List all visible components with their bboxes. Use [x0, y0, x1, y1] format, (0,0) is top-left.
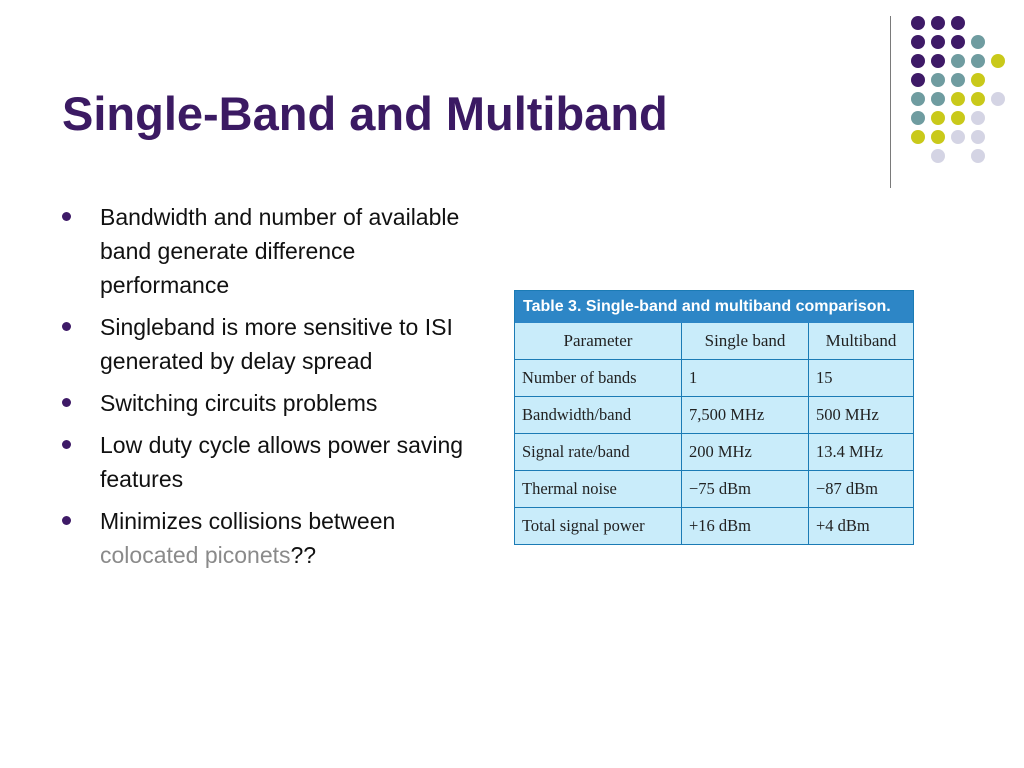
bullet-text: Singleband is more sensitive to ISI generated by delay spread — [100, 314, 453, 374]
bullet-item — [62, 200, 482, 302]
decorative-dot — [971, 54, 985, 68]
table-caption: Table 3. Single-band and multiband comparison. — [515, 291, 913, 323]
decorative-dot — [951, 35, 965, 49]
decorative-dot — [951, 54, 965, 68]
vertical-divider — [890, 16, 891, 188]
table-cell: 1 — [682, 360, 809, 397]
table-row — [515, 508, 913, 545]
table-cell: Number of bands — [515, 360, 682, 397]
table-row — [515, 471, 913, 508]
table-cell: 15 — [809, 360, 914, 397]
decorative-dot — [931, 111, 945, 125]
bullet-item — [62, 428, 482, 496]
table-row — [515, 434, 913, 471]
table-cell: −75 dBm — [682, 471, 809, 508]
decorative-dot — [991, 54, 1005, 68]
slide-title: Single-Band and Multiband — [62, 87, 668, 140]
table-cell: 13.4 MHz — [809, 434, 914, 471]
table-cell: 200 MHz — [682, 434, 809, 471]
decorative-dot — [951, 16, 965, 30]
bullet-dot-icon — [62, 440, 71, 449]
table-cell: Thermal noise — [515, 471, 682, 508]
colocated-piconets-link[interactable]: colocated piconets — [100, 542, 291, 568]
decorative-dot — [951, 73, 965, 87]
decorative-dot — [931, 54, 945, 68]
decorative-dot — [911, 73, 925, 87]
comparison-table-figure — [514, 290, 914, 545]
table-cell: +4 dBm — [809, 508, 914, 545]
decorative-dot — [911, 16, 925, 30]
table-cell: −87 dBm — [809, 471, 914, 508]
bullet-text: Low duty cycle allows power saving features — [100, 432, 464, 492]
bullet-dot-icon — [62, 212, 71, 221]
header-cell-parameter: Parameter — [515, 323, 682, 360]
decorative-dot — [931, 16, 945, 30]
bullet-list — [62, 200, 482, 580]
bullet-dot-icon — [62, 516, 71, 525]
table-cell: +16 dBm — [682, 508, 809, 545]
bullet-text: Switching circuits problems — [100, 390, 378, 416]
decorative-dot — [971, 149, 985, 163]
decorative-dot — [911, 130, 925, 144]
decorative-dot — [971, 73, 985, 87]
bullet-item — [62, 386, 482, 420]
decorative-dot — [971, 111, 985, 125]
decorative-dot — [911, 111, 925, 125]
header-cell-single-band: Single band — [682, 323, 809, 360]
decorative-dot — [931, 149, 945, 163]
table-cell: Total signal power — [515, 508, 682, 545]
table-row — [515, 397, 913, 434]
bullet-item — [62, 504, 482, 572]
decorative-dot — [971, 35, 985, 49]
table-cell: 7,500 MHz — [682, 397, 809, 434]
decorative-dot — [931, 35, 945, 49]
bullet-text: Bandwidth and number of available band generate difference performance — [100, 204, 460, 298]
bullet-item — [62, 310, 482, 378]
decorative-dot — [911, 54, 925, 68]
bullet-dot-icon — [62, 398, 71, 407]
decorative-dot — [911, 92, 925, 106]
table-cell: 500 MHz — [809, 397, 914, 434]
comparison-table — [515, 323, 913, 544]
decorative-dot — [951, 92, 965, 106]
table-cell: Signal rate/band — [515, 434, 682, 471]
bullet-text: Minimizes collisions between — [100, 508, 396, 534]
bullet-suffix: ?? — [290, 542, 317, 568]
table-row — [515, 360, 913, 397]
decorative-dot — [911, 35, 925, 49]
decorative-dot — [971, 130, 985, 144]
decorative-dot — [991, 92, 1005, 106]
table-header-row — [515, 323, 913, 360]
decorative-dot — [931, 130, 945, 144]
table-cell: Bandwidth/band — [515, 397, 682, 434]
decorative-dot — [951, 130, 965, 144]
decorative-dot — [971, 92, 985, 106]
decorative-dot — [951, 111, 965, 125]
decorative-dot — [931, 92, 945, 106]
bullet-dot-icon — [62, 322, 71, 331]
header-cell-multiband: Multiband — [809, 323, 914, 360]
decorative-dot — [931, 73, 945, 87]
